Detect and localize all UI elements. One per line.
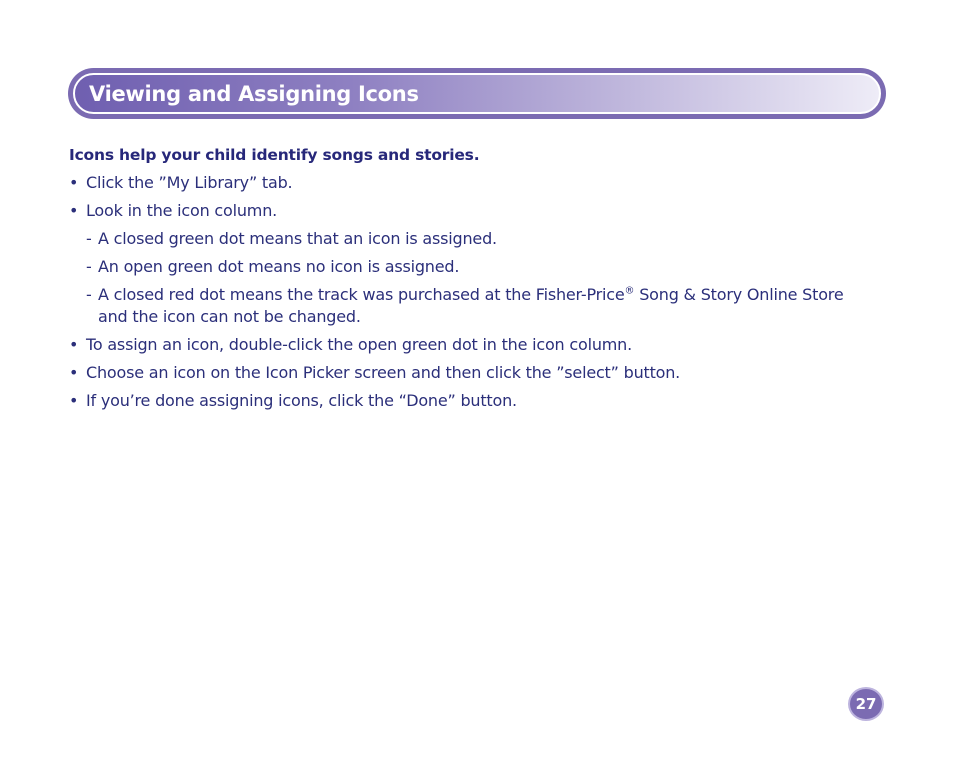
content-body bbox=[69, 141, 869, 415]
section-header bbox=[68, 68, 886, 119]
intro-heading: Icons help your child identify songs and stories. bbox=[69, 146, 480, 164]
list-item bbox=[69, 359, 869, 387]
sub-list-item bbox=[69, 253, 869, 281]
sub-list-item bbox=[69, 281, 869, 331]
bullet-icon: • bbox=[69, 173, 79, 192]
bullet-icon: • bbox=[69, 335, 79, 354]
page-number: 27 bbox=[855, 695, 877, 713]
section-title: Viewing and Assigning Icons bbox=[89, 81, 419, 106]
sub-list-item-text bbox=[98, 281, 869, 331]
dash-icon: - bbox=[86, 257, 92, 276]
bullet-icon: • bbox=[69, 391, 79, 410]
list-item bbox=[69, 331, 869, 359]
list-item-text: Look in the icon column. bbox=[86, 201, 278, 220]
sub-list-item-text-part: A closed red dot means the track was purchased at the Fisher-Price bbox=[98, 285, 625, 304]
list-item-text: Click the ”My Library” tab. bbox=[86, 173, 293, 192]
list-item-text: Choose an icon on the Icon Picker screen and then click the ”select” button. bbox=[86, 363, 681, 382]
sub-list-item-text: A closed green dot means that an icon is assigned. bbox=[98, 229, 497, 248]
sub-list-item-text-part: Song & Story Online Store and the icon can not be changed. bbox=[98, 285, 844, 326]
list-item bbox=[69, 169, 869, 197]
bullet-icon: • bbox=[69, 363, 79, 382]
sub-list-item-text: An open green dot means no icon is assigned. bbox=[98, 257, 460, 276]
list-item bbox=[69, 387, 869, 415]
list-item bbox=[69, 197, 869, 225]
list-item-text: To assign an icon, double-click the open green dot in the icon column. bbox=[86, 335, 632, 354]
page-number-badge bbox=[848, 687, 884, 721]
dash-icon: - bbox=[86, 285, 92, 304]
sub-list-item bbox=[69, 225, 869, 253]
dash-icon: - bbox=[86, 229, 92, 248]
registered-mark: ® bbox=[624, 285, 635, 297]
bullet-icon: • bbox=[69, 201, 79, 220]
list-item-text: If you’re done assigning icons, click the “Done” button. bbox=[86, 391, 517, 410]
section-header-inner bbox=[73, 73, 881, 114]
